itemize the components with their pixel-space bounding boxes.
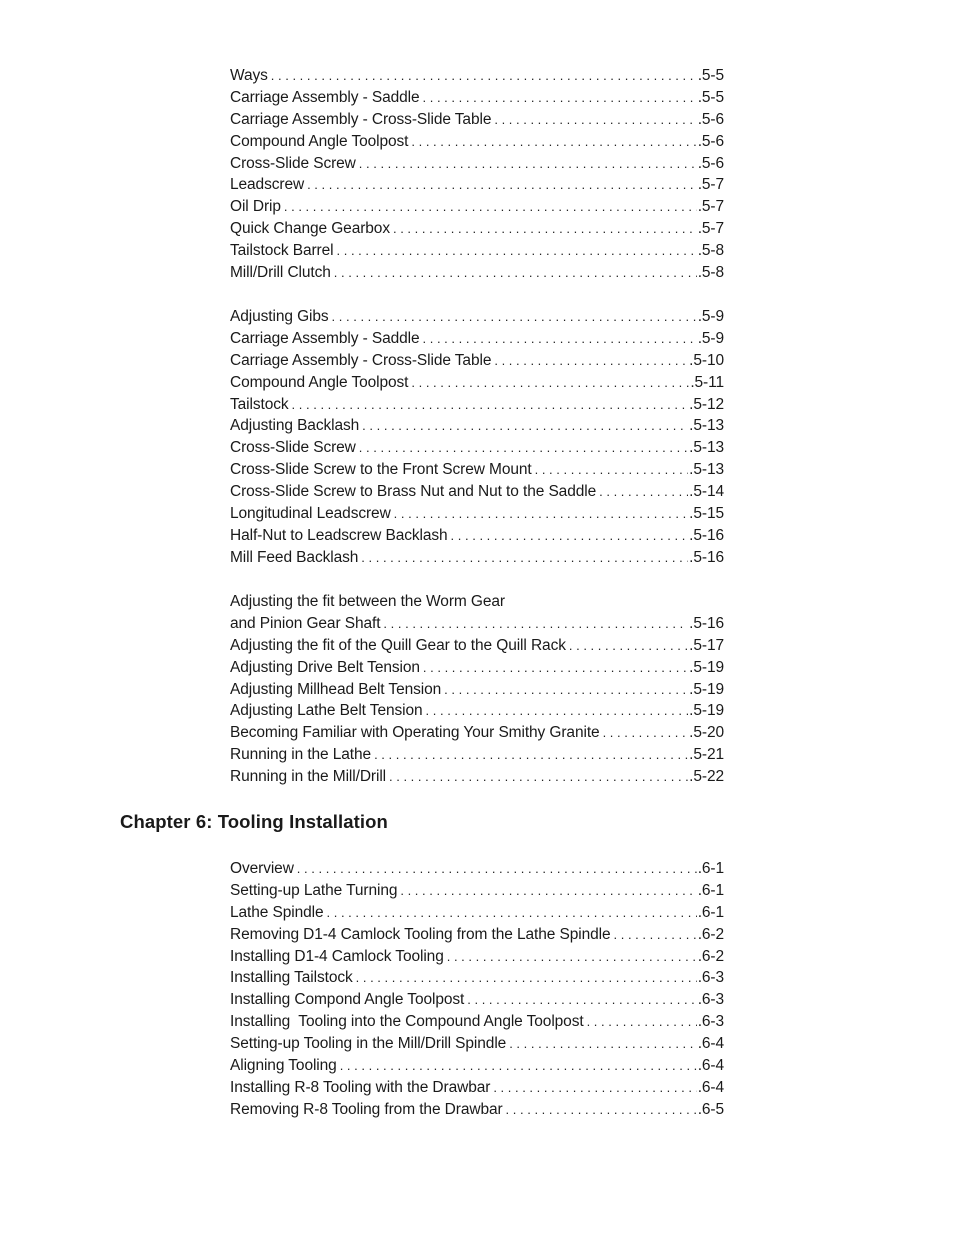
toc-entry[interactable] bbox=[230, 87, 724, 109]
toc-entry-title: Longitudinal Leadscrew bbox=[230, 505, 391, 523]
toc-entry-title: Carriage Assembly - Saddle bbox=[230, 329, 420, 347]
toc-entry[interactable] bbox=[230, 65, 724, 87]
toc-entry[interactable] bbox=[230, 547, 724, 569]
dot-leader bbox=[494, 350, 688, 372]
dot-leader bbox=[599, 481, 688, 503]
toc-entry-title: Cross-Slide Screw bbox=[230, 439, 356, 457]
toc-entry[interactable] bbox=[230, 394, 724, 416]
toc-entry[interactable] bbox=[230, 503, 724, 525]
toc-entry-title: Becoming Familiar with Operating Your Smithy Granite bbox=[230, 724, 600, 742]
toc-entry-page: .5-6 bbox=[697, 154, 724, 172]
toc-entry-title: Oil Drip bbox=[230, 198, 281, 216]
toc-group-chapter-6 bbox=[230, 858, 724, 1121]
dot-leader bbox=[493, 1077, 696, 1099]
toc-entry-title: Adjusting the fit of the Quill Gear to the Quill Rack bbox=[230, 636, 566, 654]
dot-leader bbox=[332, 306, 697, 328]
toc-entry-page: .5-13 bbox=[689, 461, 724, 479]
dot-leader bbox=[359, 437, 688, 459]
dot-leader bbox=[426, 700, 689, 722]
toc-entry-title: Overview bbox=[230, 860, 294, 877]
toc-entry-page: .5-9 bbox=[697, 308, 724, 325]
toc-entry-title: and Pinion Gear Shaft bbox=[230, 614, 381, 632]
toc-entry[interactable] bbox=[230, 744, 724, 766]
toc-entry-page: .6-2 bbox=[697, 947, 724, 965]
toc-entry-wrapped-title[interactable] bbox=[230, 591, 724, 613]
toc-entry[interactable] bbox=[230, 415, 724, 437]
dot-leader bbox=[506, 1099, 697, 1121]
toc-entry-page: .6-1 bbox=[697, 881, 724, 899]
toc-entry[interactable] bbox=[230, 459, 724, 481]
toc-entry[interactable] bbox=[230, 679, 724, 701]
dot-leader bbox=[411, 372, 689, 394]
toc-group-adjustments bbox=[230, 306, 724, 569]
toc-entry-title: Installing Tooling into the Compound Angle Toolpost bbox=[230, 1013, 584, 1031]
toc-entry-page: .5-10 bbox=[689, 351, 724, 369]
toc-entry-page: .5-16 bbox=[689, 614, 724, 632]
toc-entry-page: .5-14 bbox=[689, 483, 724, 501]
dot-leader bbox=[356, 967, 697, 989]
dot-leader bbox=[361, 547, 688, 569]
dot-leader bbox=[603, 722, 689, 744]
toc-entry[interactable] bbox=[230, 1011, 724, 1033]
dot-leader bbox=[393, 218, 697, 240]
toc-entry-page: .5-5 bbox=[697, 67, 724, 84]
dot-leader bbox=[451, 525, 689, 547]
toc-entry-page: .5-13 bbox=[689, 417, 724, 435]
toc-entry-page: .5-22 bbox=[689, 768, 724, 786]
dot-leader bbox=[383, 613, 688, 635]
toc-entry[interactable] bbox=[230, 350, 724, 372]
toc-entry-page: .5-11 bbox=[690, 373, 724, 391]
toc-entry-page: .6-5 bbox=[697, 1100, 724, 1118]
toc-entry-title: Compound Angle Toolpost bbox=[230, 132, 409, 150]
toc-entry-page: .6-4 bbox=[697, 1078, 724, 1096]
toc-entry[interactable] bbox=[230, 924, 724, 946]
toc-entry-title: Removing R-8 Tooling from the Drawbar bbox=[230, 1100, 503, 1118]
dot-leader bbox=[297, 858, 697, 880]
toc-entry-page: .5-12 bbox=[689, 395, 724, 413]
toc-entry[interactable] bbox=[230, 657, 724, 679]
toc-entry[interactable] bbox=[230, 372, 724, 394]
toc-entry-page: .5-20 bbox=[689, 724, 724, 742]
toc-entry-title: Leadscrew bbox=[230, 176, 305, 194]
toc-entry-page: .5-17 bbox=[689, 636, 724, 654]
toc-entry-title: Half-Nut to Leadscrew Backlash bbox=[230, 526, 448, 544]
toc-entry-page: .5-8 bbox=[697, 264, 724, 282]
toc-entry-page: .6-2 bbox=[697, 925, 724, 943]
toc-entry-page: .5-5 bbox=[697, 88, 724, 106]
toc-entry[interactable] bbox=[230, 902, 724, 924]
dot-leader bbox=[374, 744, 688, 766]
toc-entry-page: .5-6 bbox=[697, 110, 724, 128]
toc-entry[interactable] bbox=[230, 1055, 724, 1077]
dot-leader bbox=[509, 1033, 697, 1055]
toc-entry-page: .5-9 bbox=[697, 329, 724, 347]
toc-entry-page: .6-1 bbox=[697, 860, 724, 877]
dot-leader bbox=[444, 679, 688, 701]
toc-entry-title: Installing Tailstock bbox=[230, 969, 353, 987]
toc-entry[interactable] bbox=[230, 613, 724, 635]
toc-entry-title: Adjusting Millhead Belt Tension bbox=[230, 680, 442, 698]
toc-entry[interactable] bbox=[230, 153, 724, 175]
toc-entry[interactable] bbox=[230, 946, 724, 968]
dot-leader bbox=[337, 240, 697, 262]
dot-leader bbox=[467, 989, 696, 1011]
toc-entry[interactable] bbox=[230, 766, 724, 788]
toc-entry[interactable] bbox=[230, 306, 724, 328]
toc-entry-title: Carriage Assembly - Cross-Slide Table bbox=[230, 351, 492, 369]
toc-entry-page: .5-19 bbox=[689, 702, 724, 720]
toc-entry[interactable] bbox=[230, 131, 724, 153]
toc-entry-title: Carriage Assembly - Cross-Slide Table bbox=[230, 110, 492, 128]
toc-entry-page: .6-3 bbox=[697, 991, 724, 1009]
toc-entry-page: .5-21 bbox=[689, 746, 724, 764]
toc-entry-page: .5-7 bbox=[697, 176, 724, 194]
toc-entry-title: Cross-Slide Screw to Brass Nut and Nut to the Saddle bbox=[230, 483, 597, 501]
toc-entry[interactable] bbox=[230, 880, 724, 902]
toc-entry-page: .6-4 bbox=[697, 1035, 724, 1053]
toc-entry-title: Quick Change Gearbox bbox=[230, 220, 390, 238]
toc-entry-title: Carriage Assembly - Saddle bbox=[230, 88, 420, 106]
dot-leader bbox=[587, 1011, 697, 1033]
toc-entry[interactable] bbox=[230, 989, 724, 1011]
dot-leader bbox=[494, 109, 696, 131]
dot-leader bbox=[307, 174, 697, 196]
toc-entry-page: .5-6 bbox=[697, 132, 724, 150]
dot-leader bbox=[292, 394, 689, 416]
dot-leader bbox=[327, 902, 697, 924]
dot-leader bbox=[394, 503, 688, 525]
toc-entry-title: Mill/Drill Clutch bbox=[230, 264, 331, 282]
toc-entry-title: Tailstock bbox=[230, 395, 289, 413]
toc-entry[interactable] bbox=[230, 967, 724, 989]
toc-entry[interactable] bbox=[230, 109, 724, 131]
toc-entry-page: .6-1 bbox=[697, 903, 724, 921]
toc-entry[interactable] bbox=[230, 481, 724, 503]
toc-entry-title: Adjusting Backlash bbox=[230, 417, 360, 435]
toc-entry-page: .5-7 bbox=[697, 220, 724, 238]
toc-entry-title: Tailstock Barrel bbox=[230, 242, 334, 260]
toc-entry-title: Cross-Slide Screw to the Front Screw Mount bbox=[230, 461, 532, 479]
chapter-heading: Chapter 6: Tooling Installation bbox=[120, 811, 388, 832]
toc-entry-title: Compound Angle Toolpost bbox=[230, 373, 409, 391]
toc-entry-page: .5-15 bbox=[689, 505, 724, 523]
toc-entry[interactable] bbox=[230, 525, 724, 547]
dot-leader bbox=[447, 946, 697, 968]
toc-entry-title: Setting-up Lathe Turning bbox=[230, 881, 398, 899]
toc-entry[interactable] bbox=[230, 1099, 724, 1121]
dot-leader bbox=[334, 262, 697, 284]
toc-entry-title: Installing D1-4 Camlock Tooling bbox=[230, 947, 444, 965]
dot-leader bbox=[614, 924, 697, 946]
toc-entry[interactable] bbox=[230, 858, 724, 880]
toc-group-fit-and-tension bbox=[230, 591, 724, 788]
dot-leader bbox=[423, 87, 697, 109]
toc-entry-page: .5-19 bbox=[689, 658, 724, 676]
toc-entry-title: Cross-Slide Screw bbox=[230, 154, 356, 172]
toc-entry[interactable] bbox=[230, 196, 724, 218]
toc-entry-page: .5-19 bbox=[689, 680, 724, 698]
toc-entry[interactable] bbox=[230, 437, 724, 459]
toc-entry[interactable] bbox=[230, 722, 724, 744]
toc-entry[interactable] bbox=[230, 635, 724, 657]
toc-entry-title: Mill Feed Backlash bbox=[230, 548, 359, 566]
dot-leader bbox=[569, 635, 688, 657]
toc-entry-page: .5-16 bbox=[689, 548, 724, 566]
toc-entry[interactable] bbox=[230, 1077, 724, 1099]
toc-entry[interactable] bbox=[230, 240, 724, 262]
dot-leader bbox=[535, 459, 689, 481]
toc-entry[interactable] bbox=[230, 262, 724, 284]
toc-entry-title: Adjusting Lathe Belt Tension bbox=[230, 702, 423, 720]
toc-entry[interactable] bbox=[230, 174, 724, 196]
toc-entry-title: Removing D1-4 Camlock Tooling from the Lathe Spindle bbox=[230, 925, 611, 943]
toc-entry-title: Running in the Lathe bbox=[230, 746, 372, 764]
toc-entry-title: Adjusting Gibs bbox=[230, 308, 329, 325]
toc-entry[interactable] bbox=[230, 218, 724, 240]
toc-entry-page: .6-3 bbox=[697, 1013, 724, 1031]
dot-leader bbox=[423, 328, 697, 350]
toc-entry-page: .5-7 bbox=[697, 198, 724, 216]
toc-entry-page: .5-13 bbox=[689, 439, 724, 457]
toc-entry-title: Installing Compond Angle Toolpost bbox=[230, 991, 465, 1009]
toc-entry[interactable] bbox=[230, 700, 724, 722]
toc-entry-title: Adjusting the fit between the Worm Gear bbox=[230, 593, 505, 610]
toc-entry-title: Running in the Mill/Drill bbox=[230, 768, 387, 786]
toc-entry-title: Aligning Tooling bbox=[230, 1057, 337, 1075]
dot-leader bbox=[340, 1055, 697, 1077]
toc-group-maintenance-lubrication bbox=[230, 65, 724, 284]
dot-leader bbox=[284, 196, 697, 218]
toc-entry-page: .6-4 bbox=[697, 1057, 724, 1075]
toc-entry-page: .5-16 bbox=[689, 526, 724, 544]
toc-entry-title: Lathe Spindle bbox=[230, 903, 324, 921]
dot-leader bbox=[362, 415, 688, 437]
dot-leader bbox=[359, 153, 697, 175]
dot-leader bbox=[400, 880, 696, 902]
toc-entry-title: Installing R-8 Tooling with the Drawbar bbox=[230, 1078, 491, 1096]
toc-entry[interactable] bbox=[230, 1033, 724, 1055]
dot-leader bbox=[411, 131, 696, 153]
toc-entry-title: Setting-up Tooling in the Mill/Drill Spindle bbox=[230, 1035, 507, 1053]
toc-entry-title: Ways bbox=[230, 67, 268, 84]
toc-entry[interactable] bbox=[230, 328, 724, 350]
toc-entry-page: .5-8 bbox=[697, 242, 724, 260]
dot-leader bbox=[423, 657, 688, 679]
dot-leader bbox=[271, 65, 697, 87]
toc-entry-title: Adjusting Drive Belt Tension bbox=[230, 658, 420, 676]
toc-entry-page: .6-3 bbox=[697, 969, 724, 987]
dot-leader bbox=[389, 766, 688, 788]
